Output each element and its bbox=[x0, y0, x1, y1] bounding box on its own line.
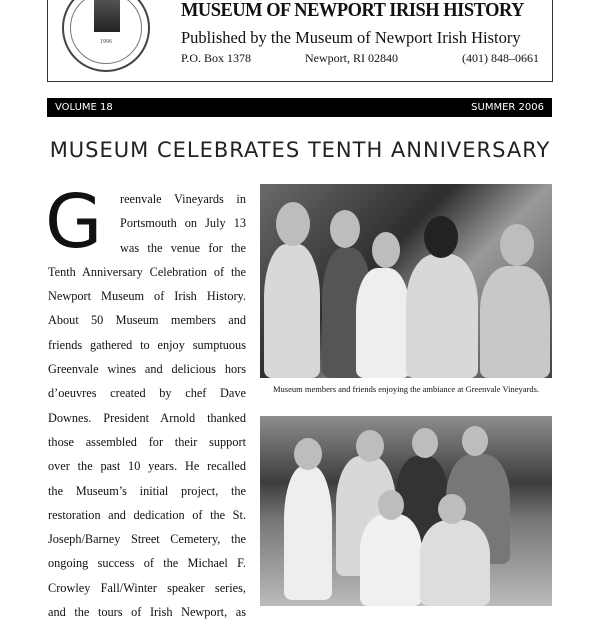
issue-bar bbox=[47, 98, 552, 117]
body-line: reenvale Vineyards in bbox=[120, 192, 246, 206]
contact-line bbox=[181, 51, 539, 65]
phone: (401) 848–0661 bbox=[462, 51, 539, 65]
body-line: Newport Museum of Irish History. bbox=[48, 289, 246, 304]
photo-members-at-vineyard bbox=[260, 184, 552, 378]
volume: VOLUME 18 bbox=[55, 102, 113, 113]
body-line: and the tours of Irish Newport, as bbox=[48, 605, 246, 620]
body-line: the Museum’s initial project, the bbox=[48, 483, 246, 498]
season: SUMMER 2006 bbox=[471, 102, 544, 113]
po-box: P.O. Box 1378 bbox=[181, 51, 252, 65]
body-line: friends gathered to enjoy sumptuous bbox=[48, 337, 246, 352]
body-line: Greenvale wines and delicious hors bbox=[48, 362, 246, 377]
body-line: over the past 10 years. He recalled bbox=[48, 459, 246, 474]
body-line: d’oeuvres created by chef Dave bbox=[48, 386, 246, 401]
body-line: was the venue for the bbox=[120, 240, 246, 255]
body-line: restoration and dedication of the St. bbox=[48, 507, 246, 522]
body-line: Portsmouth on July 13 bbox=[120, 216, 246, 231]
body-line: About 50 Museum members and bbox=[48, 313, 246, 328]
body-line: Tenth Anniversary Celebration of the bbox=[48, 264, 246, 279]
article-body bbox=[45, 179, 246, 624]
body-line: ongoing success of the Michael F. bbox=[48, 556, 246, 571]
body-line: those assembled for their support bbox=[48, 434, 246, 449]
article-headline: MUSEUM CELEBRATES TENTH ANNIVERSARY bbox=[49, 138, 551, 162]
photo-caption: Museum members and friends enjoying the ambiance at Greenvale Vineyards. bbox=[272, 384, 540, 394]
tower-icon bbox=[94, 0, 120, 32]
city: Newport, RI 02840 bbox=[305, 51, 398, 65]
body-line: Crowley Fall/Winter speaker series, bbox=[48, 580, 246, 595]
masthead bbox=[47, 0, 553, 82]
photo-group-outdoors bbox=[260, 416, 552, 606]
newsletter-title: MUSEUM OF NEWPORT IRISH HISTORY bbox=[181, 0, 524, 21]
logo-year: 1996 bbox=[100, 39, 112, 45]
drop-cap: G bbox=[45, 179, 103, 265]
museum-seal-logo bbox=[62, 0, 150, 72]
body-line: Joseph/Barney Street Cemetery, the bbox=[48, 532, 246, 547]
body-line: Downes. President Arnold thanked bbox=[48, 410, 246, 425]
publisher-line: Published by the Museum of Newport Irish History bbox=[181, 28, 521, 47]
